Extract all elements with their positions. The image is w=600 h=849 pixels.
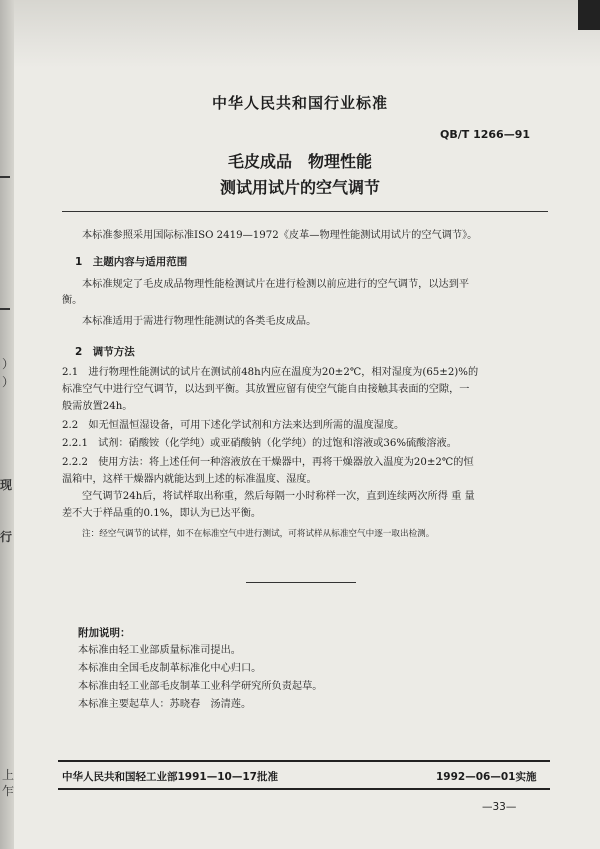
intro-paragraph: 本标准参照采用国际标准ISO 2419—1972《皮革—物理性能测试用试片的空气调节》。 — [82, 230, 478, 241]
balance-paragraph-cont: 差不大于样品重的0.1%，即认为已达平衡。 — [62, 508, 262, 519]
margin-fragment: ） — [2, 357, 15, 371]
clause-2-1: 2.1 进行物理性能测试的试片在测试前48h内应在温度为20±2℃，相对湿度为(65±2)%的 — [62, 367, 479, 378]
margin-fragment: 上 — [2, 768, 15, 782]
note: 注：经空气调节的试样，如不在标准空气中进行测试，可将试样从标准空气中逐一取出检测。 — [82, 529, 435, 539]
standard-number: QB/T 1266—91 — [440, 128, 531, 141]
appendix-line: 本标准由轻工业部毛皮制革工业科学研究所负责起草。 — [78, 681, 323, 692]
clause-2-2-1: 2.2.1 试剂：硝酸铵（化学纯）或亚硝酸钠（化学纯）的过饱和溶液或36%硫酸溶液。 — [62, 438, 457, 449]
clause-2-1-cont: 般需放置24h。 — [62, 401, 133, 412]
approval-date: 中华人民共和国轻工业部1991—10—17批准 — [62, 771, 278, 783]
issuing-authority: 中华人民共和国行业标准 — [211, 94, 388, 112]
scan-binding-edge — [0, 0, 14, 849]
appendix-line: 本标准由轻工业部质量标准司提出。 — [78, 645, 241, 656]
clause-2-2-2-cont: 温箱中，这样干燥器内就能达到上述的标准温度、湿度。 — [62, 474, 317, 485]
scan-shadow-top — [0, 0, 600, 68]
margin-mark — [0, 308, 10, 310]
margin-fragment: 现 — [0, 478, 13, 492]
footer-bottom-rule — [58, 788, 550, 790]
clause-2-2-2: 2.2.2 使用方法：将上述任何一种溶液放在干燥器中，再将干燥器放入温度为20±2℃的恒 — [62, 457, 474, 468]
margin-fragment: 乍 — [2, 784, 15, 798]
scan-corner-mark — [578, 0, 600, 30]
clause-2-2: 2.2 如无恒温恒湿设备，可用下述化学试剂和方法来达到所需的温度湿度。 — [62, 420, 405, 431]
margin-fragment: 行 — [0, 530, 13, 544]
section-1-heading: 1 主题内容与适用范围 — [75, 256, 188, 268]
clause-2-1-cont: 标准空气中进行空气调节，以达到平衡。其放置应留有使空气能自由接触其表面的空隙，一 — [62, 384, 470, 395]
section-2-heading: 2 调节方法 — [75, 346, 135, 358]
appendix-heading: 附加说明： — [78, 627, 131, 639]
section-1-paragraph-1-cont: 衡。 — [62, 295, 83, 306]
page-number: —33— — [482, 801, 517, 813]
header-divider — [62, 211, 548, 212]
section-1-paragraph-1: 本标准规定了毛皮成品物理性能检测试片在进行检测以前应进行的空气调节，以达到平 — [82, 279, 470, 290]
section-1-paragraph-2: 本标准适用于需进行物理性能测试的各类毛皮成品。 — [82, 316, 317, 327]
margin-fragment: ） — [2, 375, 15, 389]
appendix-line: 本标准由全国毛皮制革标准化中心归口。 — [78, 663, 262, 674]
footer-divider — [58, 760, 550, 762]
end-divider — [246, 582, 356, 583]
appendix-line: 本标准主要起草人：苏晓春 汤清莲。 — [78, 699, 252, 710]
title-line-2: 测试用试片的空气调节 — [219, 178, 380, 197]
balance-paragraph: 空气调节24h后，将试样取出称重，然后每隔一小时称样一次，直到连续两次所得 重 量 — [82, 491, 475, 502]
title-line-1: 毛皮成品 物理性能 — [227, 152, 372, 171]
effective-date: 1992—06—01实施 — [436, 771, 537, 783]
